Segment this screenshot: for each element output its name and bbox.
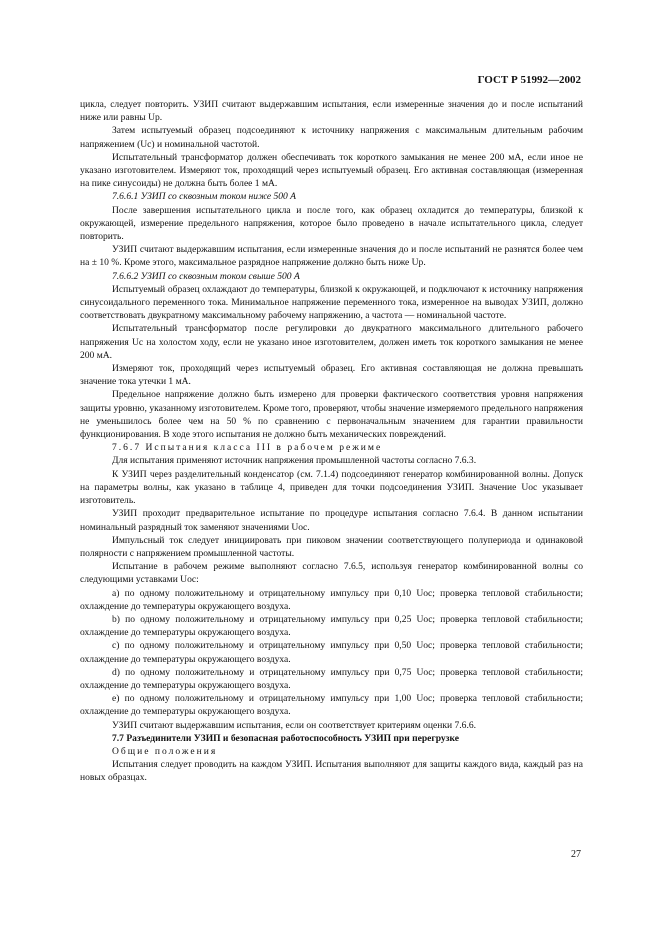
paragraph: a) по одному положительному и отрицательному импульсу при 0,10 Uoc; проверка тепловой стабильности; охлаждение до температуры окружающего воздуха. (80, 587, 583, 612)
document-header: ГОСТ Р 51992—2002 (477, 74, 581, 86)
paragraph: Для испытания применяют источник напряжения промышленной частоты согласно 7.6.3. (112, 455, 477, 467)
paragraph: Испытательный трансформатор после регулировки до двукратного максимального длительного рабочего напряжения Uc на холостом ходу, если не указано иное изготовителем, должен иметь ток короткого замыкания не менее 200 мА. (80, 323, 583, 361)
paragraph: К УЗИП через разделительный конденсатор (см. 7.1.4) подсоединяют генератор комбинированной волны. Допуск на параметры волны, как указано в таблице 4, приведен для точки подсоединения УЗИП. Значение Uoc указывает изготовитель. (80, 468, 583, 507)
paragraph: После завершения испытательного цикла и после того, как образец охладится до температуры, близкой к окружающей, измерение предельного напряжения, которое было проведено в начале испытательного цикла, следует повторить. (80, 204, 583, 243)
paragraph: Импульсный ток следует инициировать при пиковом значении соответствующего полупериода и одинаковой полярности с напряжением промышленной частоты. (80, 534, 583, 559)
paragraph: 7.6.6.2 УЗИП со сквозным током свыше 500 А (112, 270, 300, 282)
page-number: 27 (571, 849, 581, 860)
paragraph: Испытательный трансформатор должен обеспечивать ток короткого замыкания не менее 200 мА, если иное не указано изготовителем. Измеряют ток, проходящий через испытуемый образец. Его активная составляющая (измеренная на пике синусоиды) не должна быть более 1 мА. (80, 151, 583, 190)
paragraph: 7.6.7 Испытания класса III в рабочем режиме (112, 442, 383, 454)
paragraph: Предельное напряжение должно быть измерено для проверки фактического соответствия уровня напряжения защиты уровню, указанному изготовителем. Кроме того, проверяют, чтобы значение измеряемого предельного напряжения не уменьшилось более чем на 50 % по сравнению с первоначальным значением для гарантии правильности функционирования. В ходе этого испытания не должно быть механических повреждений. (80, 389, 583, 441)
paragraph: Испытуемый образец охлаждают до температуры, близкой к окружающей, и подключают к источнику напряжения синусоидального переменного тока. Минимальное напряжение переменного тока, измеренное на выводах УЗИП, должно соответствовать двукратному максимальному рабочему напряжению, а частота — номинальной частоте. (80, 283, 583, 322)
paragraph: b) по одному положительному и отрицательному импульсу при 0,25 Uoc; проверка тепловой стабильности; охлаждение до температуры окружающего воздуха. (80, 613, 583, 639)
paragraph: d) по одному положительному и отрицательному импульсу при 0,75 Uoc; проверка тепловой стабильности; охлаждение до температуры окружающего воздуха. (80, 666, 583, 691)
paragraph: УЗИП проходит предварительное испытание по процедуре испытания согласно 7.6.4. В данном испытании номинальный разрядный ток заменяют значениями Uoc. (80, 508, 583, 533)
paragraph: Затем испытуемый образец подсоединяют к источнику напряжения с максимальным длительным рабочим напряжением (Uc) и номинальной частотой. (80, 125, 583, 150)
page-body (80, 98, 583, 785)
paragraph: Испытания следует проводить на каждом УЗИП. Испытания выполняют для защиты каждого вида, каждый раз на новых образцах. (80, 759, 583, 784)
paragraph: 7.7 Разъединители УЗИП и безопасная работоспособность УЗИП при перегрузке (112, 732, 460, 744)
paragraph: УЗИП считают выдержавшим испытания, если измеренные значения до и после испытаний не разнятся более чем на ± 10 %. Кроме этого, максимальное разрядное напряжение должно быть ниже Up. (80, 244, 583, 269)
paragraph: Испытание в рабочем режиме выполняют согласно 7.6.5, используя генератор комбинированной волны со следующими уставками Uoc: (80, 561, 583, 586)
paragraph: УЗИП считают выдержавшим испытания, если он соответствует критериям оценки 7.6.6. (112, 719, 476, 731)
paragraph: цикла, следует повторить. УЗИП считают выдержавшим испытания, если измеренные значения до и после испытаний ниже или равны Up. (80, 99, 583, 124)
paragraph: 7.6.6.1 УЗИП со сквозным током ниже 500 А (112, 191, 296, 203)
paragraph: Измеряют ток, проходящий через испытуемый образец. Его активная составляющая не должна превышать значение тока утечки 1 мА. (80, 363, 583, 388)
paragraph: Общие положения (112, 745, 218, 757)
paragraph: e) по одному положительному и отрицательному импульсу при 1,00 Uoc; проверка тепловой стабильности; охлаждение до температуры окружающего воздуха. (80, 693, 583, 718)
paragraph: c) по одному положительному и отрицательному импульсу при 0,50 Uoc; проверка тепловой стабильности; охлаждение до температуры окружающего воздуха. (80, 640, 583, 665)
